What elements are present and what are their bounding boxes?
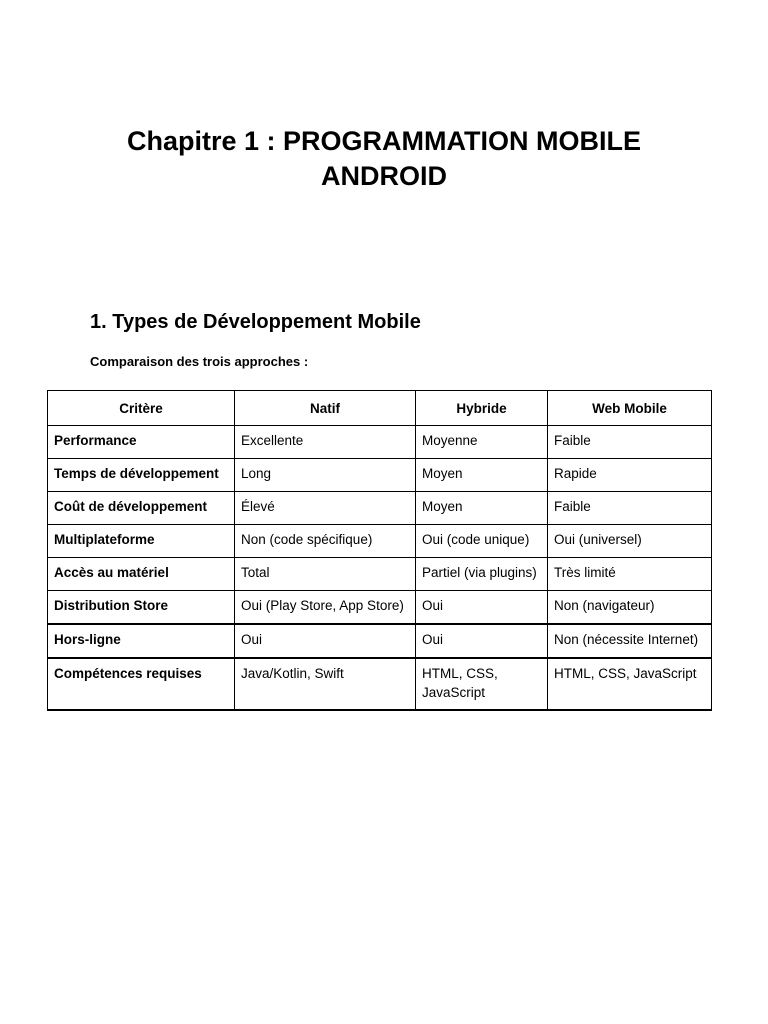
table-row	[48, 658, 712, 710]
row-criterion: Multiplateforme	[48, 525, 235, 558]
chapter-title-line-1: Chapitre 1 : PROGRAMMATION MOBILE	[126, 126, 641, 156]
cell-native: Total	[235, 558, 416, 591]
header-native: Natif	[235, 391, 416, 426]
cell-hybrid: Oui	[416, 591, 548, 625]
cell-hybrid: HTML, CSS, JavaScript	[416, 658, 548, 710]
cell-native: Non (code spécifique)	[235, 525, 416, 558]
cell-hybrid: Oui (code unique)	[416, 525, 548, 558]
cell-native: Long	[235, 459, 416, 492]
table-row	[48, 591, 712, 625]
cell-hybrid: Moyen	[416, 492, 548, 525]
cell-web-mobile: Non (nécessite Internet)	[548, 624, 712, 658]
cell-native: Excellente	[235, 426, 416, 459]
table-row	[48, 426, 712, 459]
cell-hybrid: Oui	[416, 624, 548, 658]
chapter-title-line-2: ANDROID	[321, 161, 447, 191]
cell-web-mobile: Non (navigateur)	[548, 591, 712, 625]
cell-web-mobile: Faible	[548, 426, 712, 459]
table-row	[48, 492, 712, 525]
cell-web-mobile: HTML, CSS, JavaScript	[548, 658, 712, 710]
header-criterion: Critère	[48, 391, 235, 426]
table-header-row	[48, 391, 712, 426]
cell-native: Élevé	[235, 492, 416, 525]
table-row	[48, 459, 712, 492]
cell-web-mobile: Oui (universel)	[548, 525, 712, 558]
row-criterion: Performance	[48, 426, 235, 459]
cell-web-mobile: Rapide	[548, 459, 712, 492]
row-criterion: Compétences requises	[48, 658, 235, 710]
cell-hybrid: Moyenne	[416, 426, 548, 459]
header-hybrid: Hybride	[416, 391, 548, 426]
header-web-mobile: Web Mobile	[548, 391, 712, 426]
chapter-title	[60, 124, 708, 194]
table-row	[48, 558, 712, 591]
row-criterion: Temps de développement	[48, 459, 235, 492]
row-criterion: Distribution Store	[48, 591, 235, 625]
cell-native: Oui	[235, 624, 416, 658]
section-intro: Comparaison des trois approches :	[90, 354, 309, 369]
cell-web-mobile: Très limité	[548, 558, 712, 591]
row-criterion: Accès au matériel	[48, 558, 235, 591]
cell-web-mobile: Faible	[548, 492, 712, 525]
cell-hybrid: Moyen	[416, 459, 548, 492]
row-criterion: Hors-ligne	[48, 624, 235, 658]
row-criterion: Coût de développement	[48, 492, 235, 525]
section-heading: 1. Types de Développement Mobile	[90, 311, 421, 333]
table-row	[48, 525, 712, 558]
comparison-table	[47, 390, 712, 711]
cell-hybrid: Partiel (via plugins)	[416, 558, 548, 591]
cell-native: Java/Kotlin, Swift	[235, 658, 416, 710]
table-row	[48, 624, 712, 658]
cell-native: Oui (Play Store, App Store)	[235, 591, 416, 625]
